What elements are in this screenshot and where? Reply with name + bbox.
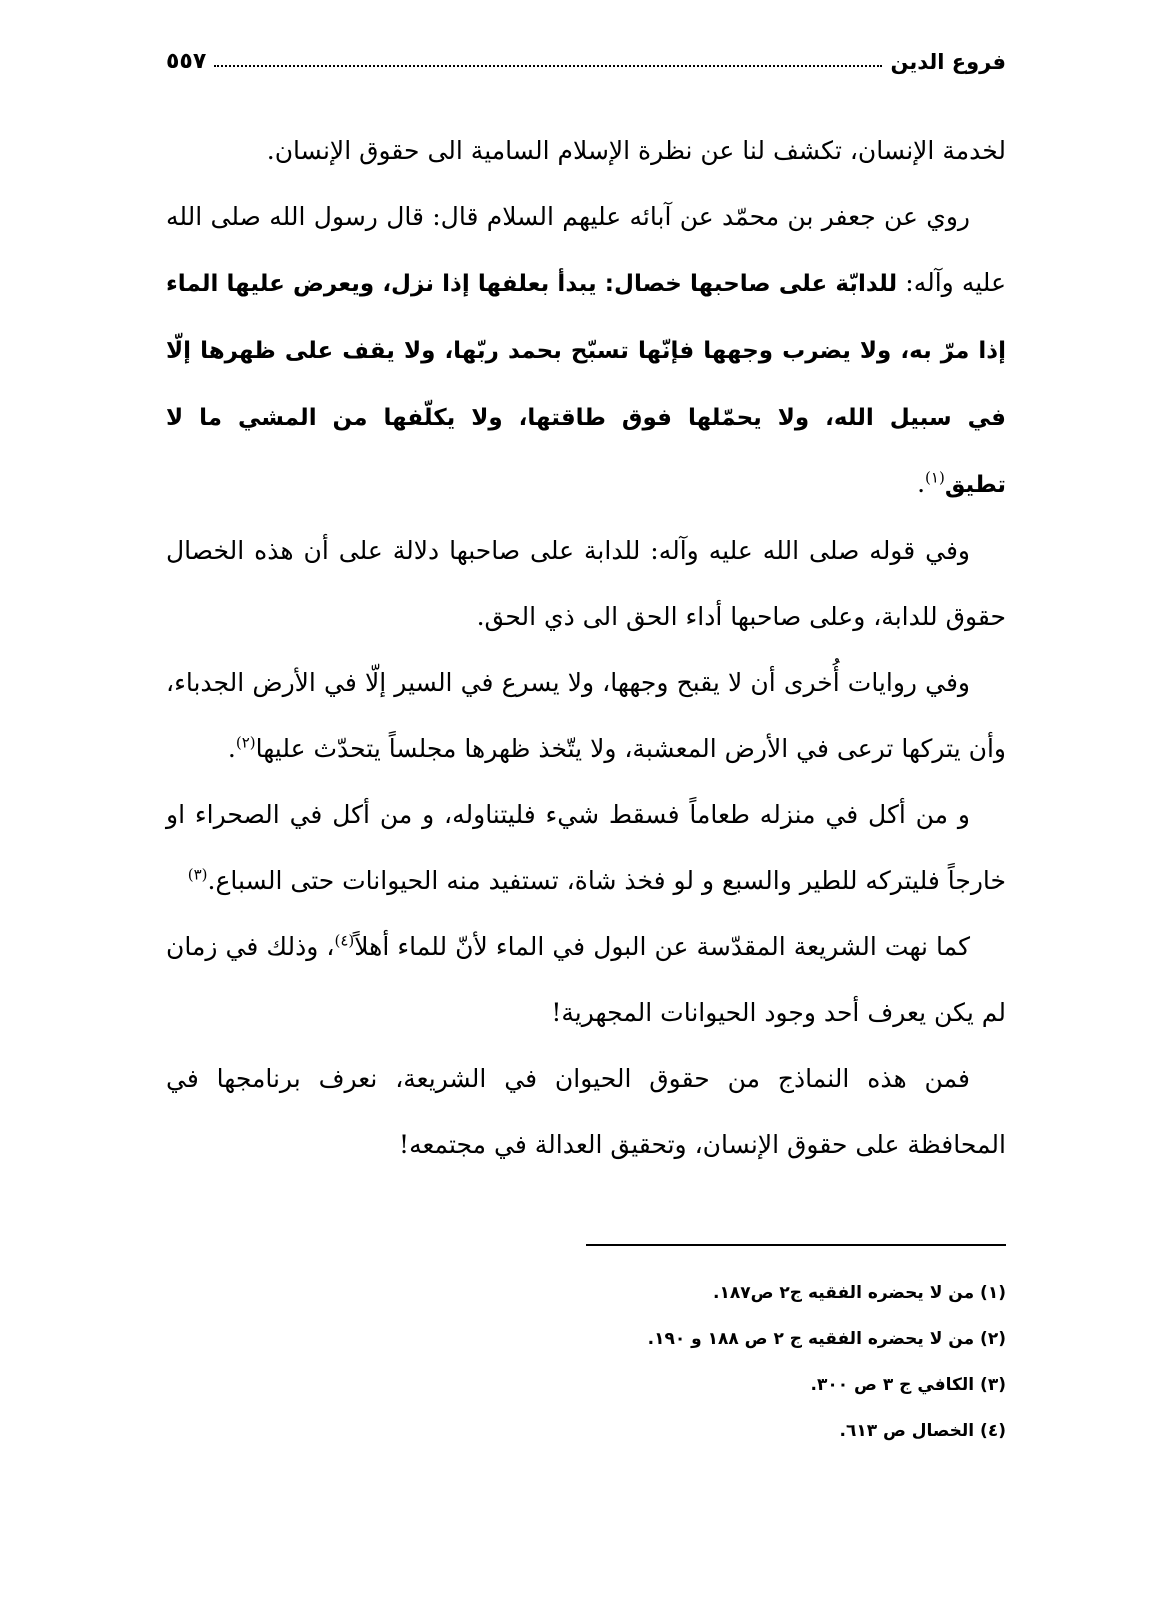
footnote-separator (586, 1244, 1006, 1246)
paragraph-5-text: و من أكل في منزله طعاماً فسقط شيء فليتناوله، و من أكل في الصحراء او خارجاً فليتركه للطير والسبع و لو فخذ شاة، تستفيد منه الحيوانات حتى السباع. (166, 800, 1006, 895)
hadith-intro: روي عن جعفر بن محمّد عن آبائه عليهم السلام قال: قال رسول الله صلى الله عليه وآله: (166, 202, 1006, 297)
paragraph-7: فمن هذه النماذج من حقوق الحيوان في الشريعة، نعرف برنامجها في المحافظة على حقوق الإنسان، وتحقيق العدالة في مجتمعه! (166, 1064, 1006, 1159)
header-dot-leader (214, 65, 882, 67)
page-number: ٥٥٧ (166, 49, 207, 74)
footnote-1: (١) من لا يحضره الفقيه ج٢ ص١٨٧. (713, 1283, 1006, 1303)
paragraph-4: وفي روايات أُخرى أن لا يقبح وجهها، ولا يسرع في السير إلّا في الأرض الجدباء، وأن يتركها ترعى في الأرض المعشبة، ولا يتّخذ ظهرها مجلساً يتحدّث عليها$^{(٢)}$. (166, 668, 1006, 763)
main-text (166, 118, 1006, 1178)
footnote-ref-2: (٢) (235, 733, 256, 752)
paragraph-3: وفي قوله صلى الله عليه وآله: للدابة على صاحبها دلالة على أن هذه الخصال حقوق للدابة، وعلى صاحبها أداء الحق الى ذي الحق. (166, 536, 1006, 631)
hadith-text: للدابّة على صاحبها خصال: يبدأ بعلفها إذا نزل، ويعرض عليها الماء إذا مرّ به، ولا يضرب وجهها فإنّها تسبّح بحمد ربّها، ولا يقف على ظهرها إلّا في سبيل الله، ولا يحمّلها فوق طاقتها، ولا يكلّفها من المشي ما لا تطيق (166, 271, 1006, 498)
paragraph-5 (166, 782, 1006, 914)
running-header (166, 34, 1006, 74)
paragraph-6 (166, 914, 1006, 1046)
footnote-ref-4: (٤) (334, 931, 355, 950)
paragraph-6-text-a: كما نهت الشريعة المقدّسة عن البول في الماء لأنّ للماء أهلاً (354, 932, 970, 961)
footnote-ref-1: (١) (925, 468, 945, 487)
footnote-3: (٣) الكافي ج ٣ ص ٣٠٠. (810, 1375, 1006, 1395)
paragraph-2: روي عن جعفر بن محمّد عن آبائه عليهم السلام قال: قال رسول الله صلى الله عليه وآله: للدابّة على صاحبها خصال: يبدأ بعلفها إذا نزل، ويعرض عليها الماء إذا مرّ به، ولا يضرب وجهها فإنّها تسبّح بحمد ربّها، ولا يقف على ظهرها إلّا في سبيل الله، ولا يحمّلها فوق طاقتها، ولا يكلّفها من المشي ما لا تطيق$^{(١)}$. (166, 202, 1006, 498)
footnote-2: (٢) من لا يحضره الفقيه ج ٢ ص ١٨٨ و ١٩٠. (647, 1329, 1006, 1349)
footnote-ref-3: (٣) (187, 865, 208, 884)
paragraph-4-text: وفي روايات أُخرى أن لا يقبح وجهها، ولا يسرع في السير إلّا في الأرض الجدباء، وأن يتركها ترعى في الأرض المعشبة، ولا يتّخذ ظهرها مجلساً يتحدّث عليها (166, 668, 1006, 763)
header-title: فروع الدين (890, 50, 1006, 74)
footnotes (166, 1270, 1006, 1454)
paragraph-6-text-b: ، وذلك في زمان لم يكن يعرف أحد وجود الحيوانات المجهرية! (166, 932, 1006, 1027)
footnote-4: (٤) الخصال ص ٦١٣. (839, 1421, 1006, 1441)
paragraph-1: لخدمة الإنسان، تكشف لنا عن نظرة الإسلام السامية الى حقوق الإنسان. (266, 136, 1006, 165)
